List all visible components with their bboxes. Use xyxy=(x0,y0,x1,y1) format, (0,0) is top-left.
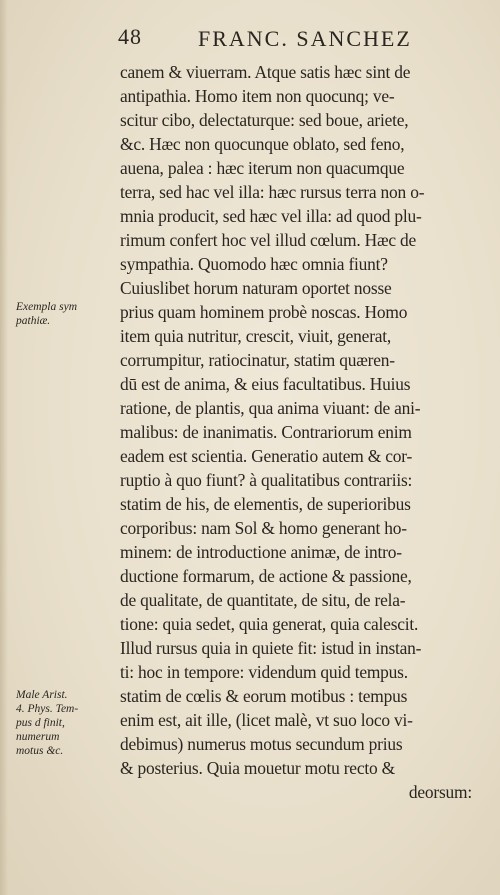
text-line: antipathia. Homo item non quocunq; ve- xyxy=(120,86,395,106)
text-line: prius quam hominem probè noscas. Homo xyxy=(120,302,408,322)
page-number: 48 xyxy=(118,24,142,49)
text-line: eadem est scientia. Generatio autem & cor- xyxy=(120,446,413,466)
text-line: corporibus: nam Sol & homo generant ho- xyxy=(120,518,407,538)
margin-note-line: numerum xyxy=(16,731,60,743)
text-line: scitur cibo, delectaturque: sed boue, ariete, xyxy=(120,110,409,130)
margin-note-line: pathiæ. xyxy=(16,315,51,327)
text-line: Illud rursus quia in quiete fit: istud in instan- xyxy=(120,638,422,658)
text-line: debimus) numerus motus secundum prius xyxy=(120,734,403,754)
margin-note-line: Exempla sym xyxy=(16,301,77,313)
text-line: item quia nutritur, crescit, viuit, generat, xyxy=(120,326,392,346)
text-line: sympathia. Quomodo hæc omnia fiunt? xyxy=(120,254,388,274)
text-line: canem & viuerram. Atque satis hæc sint de xyxy=(120,62,411,82)
text-line: dū est de anima, & eius facultatibus. Huius xyxy=(120,374,411,394)
text-line: Cuiuslibet horum naturam oportet nosse xyxy=(120,278,392,298)
text-line: auena, palea : hæc iterum non quacumque xyxy=(120,158,405,178)
text-line: tione: quia sedet, quia generat, quia calescit. xyxy=(120,614,419,634)
text-line: malibus: de inanimatis. Contrariorum enim xyxy=(120,422,412,442)
text-line: rimum confert hoc vel illud cœlum. Hæc de xyxy=(120,230,417,250)
text-line: ti: hoc in tempore: videndum quid tempus. xyxy=(120,662,408,682)
text-line: de qualitate, de quantitate, de situ, de rela- xyxy=(120,590,406,610)
margin-note-sympathy xyxy=(16,300,116,328)
margin-note-line: motus &c. xyxy=(16,745,64,757)
text-line: ruptio à quo fiunt? à qualitatibus contrariis: xyxy=(120,470,413,490)
text-line: &c. Hæc non quocunque oblato, sed feno, xyxy=(120,134,405,154)
text-line: enim est, ait ille, (licet malè, vt suo loco vi- xyxy=(120,710,413,730)
page-header xyxy=(0,14,500,54)
text-line: ratione, de plantis, qua anima viuant: de ani- xyxy=(120,398,421,418)
text-line: minem: de introductione animæ, de intro- xyxy=(120,542,402,562)
margin-note-line: pus d finit, xyxy=(16,717,65,729)
text-line: ductione formarum, de actione & passione, xyxy=(120,566,412,586)
page-edge-shadow xyxy=(0,0,8,895)
margin-note-line: Male Arist. xyxy=(16,689,68,701)
text-line: statim de his, de elementis, de superioribus xyxy=(120,494,411,514)
catchword-line: deorsum: xyxy=(408,782,472,802)
text-line: terra, sed hac vel illa: hæc rursus terra non o- xyxy=(120,182,425,202)
margin-note-aristotle xyxy=(16,688,116,758)
running-head: FRANC. SANCHEZ xyxy=(198,26,412,51)
body-text xyxy=(120,60,492,804)
text-line: statim de cœlis & eorum motibus : tempus xyxy=(120,686,408,706)
text-line: & posterius. Quia mouetur motu recto & xyxy=(120,758,395,778)
text-line: mnia producit, sed hæc vel illa: ad quod plu- xyxy=(120,206,422,226)
margin-note-line: 4. Phys. Tem- xyxy=(16,703,79,715)
text-line: corrumpitur, ratiocinatur, statim quæren- xyxy=(120,350,395,370)
